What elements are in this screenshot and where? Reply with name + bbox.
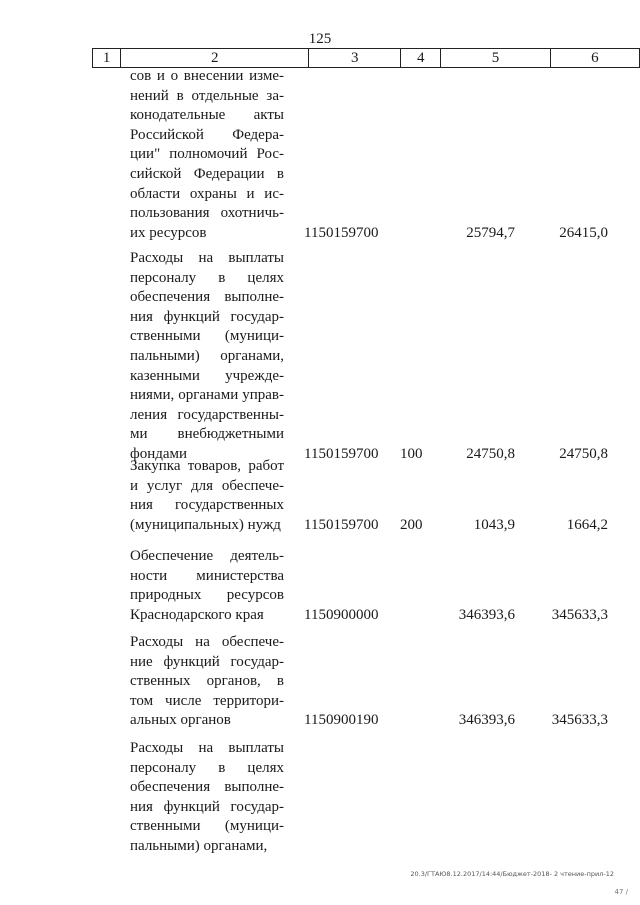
description-line: ми внебюджетными [130, 426, 284, 443]
row-expense-type: 200 [400, 516, 423, 533]
row-description [130, 547, 284, 625]
description-line: нений в отдельные за- [130, 87, 284, 104]
row-description [130, 739, 284, 857]
description-line: том числе территори- [130, 692, 284, 709]
description-line: природных ресурсов [130, 587, 284, 604]
row-value-col6: 345633,3 [551, 606, 608, 623]
row-value-col6: 1664,2 [566, 516, 608, 533]
header-col-1: 1 [93, 49, 121, 68]
description-line: ности министерства [130, 567, 284, 584]
description-line: пальными) органами, [130, 347, 284, 364]
row-code: 1150159700 [304, 446, 379, 462]
description-line: Расходы на выплаты [130, 740, 284, 756]
description-line: персоналу в целях [130, 269, 284, 286]
row-value-col5: 346393,6 [458, 712, 515, 729]
description-line: пальными) органами, [130, 837, 268, 854]
footer-stamp: 20.3/ГТАЮ8.12.2017/14:44/Бюджет-2018- 2 чтение-прил-12 [410, 870, 614, 878]
row-code: 1150159700 [304, 516, 379, 533]
description-line: ции" полномочий Рос- [130, 146, 284, 163]
row-code: 1150900190 [304, 712, 379, 729]
row-value-col5: 25794,7 [466, 224, 515, 241]
description-line: (муниципальных) нужд [130, 516, 281, 533]
header-col-2: 2 [121, 49, 309, 68]
description-line: пользования охотничь- [130, 205, 284, 222]
row-expense-type: 100 [400, 446, 423, 462]
row-value-col6: 26415,0 [559, 224, 608, 241]
row-value-col5: 346393,6 [458, 606, 515, 623]
description-line: Российской Федера- [130, 126, 284, 143]
description-line: фондами [130, 445, 188, 462]
description-line: ственными (муници- [130, 328, 284, 345]
row-description [130, 67, 284, 243]
row-code: 1150159700 [304, 224, 379, 241]
description-line: ственных органов, в [130, 673, 284, 690]
header-col-4: 4 [401, 49, 441, 68]
description-line: Краснодарского края [130, 606, 264, 623]
description-line: Расходы на обеспече- [130, 634, 284, 650]
header-col-6: 6 [550, 49, 639, 68]
description-line: ниями, органами управ- [130, 387, 284, 404]
row-description [130, 249, 284, 465]
header-col-5: 5 [441, 49, 551, 68]
row-value-col5: 24750,8 [466, 446, 515, 462]
description-line: персоналу в целях [130, 759, 284, 776]
description-line: ния государственных [130, 497, 284, 514]
description-line: Расходы на выплаты [130, 250, 284, 266]
row-value-col6: 24750,8 [559, 446, 608, 462]
row-code: 1150900000 [304, 606, 379, 623]
row-description [130, 457, 284, 535]
description-line: обеспечения выполне- [130, 779, 284, 796]
description-line: ления государственны- [130, 406, 284, 423]
description-line: области охраны и ис- [130, 185, 284, 202]
description-line: конодательные акты [130, 107, 284, 124]
description-line: обеспечения выполне- [130, 289, 284, 306]
row-value-col6: 345633,3 [551, 712, 608, 729]
description-line: ственными (муници- [130, 818, 284, 835]
header-col-3: 3 [309, 49, 401, 68]
column-header-table [92, 48, 640, 68]
description-line: альных органов [130, 712, 231, 729]
description-line: Закупка товаров, работ [130, 458, 284, 474]
row-value-col5: 1043,9 [473, 516, 515, 533]
description-line: и услуг для обеспече- [130, 477, 284, 494]
corner-mark: 47 / [614, 888, 628, 896]
row-description [130, 633, 284, 731]
description-line: ние функций государ- [130, 653, 284, 670]
description-line: сов и о внесении изме- [130, 68, 284, 84]
description-line: сийской Федерации в [130, 165, 284, 182]
description-line: казенными учрежде- [130, 367, 284, 384]
description-line: ния функций государ- [130, 308, 284, 325]
description-line: их ресурсов [130, 224, 207, 241]
page-number: 125 [308, 31, 332, 47]
description-line: Обеспечение деятель- [130, 548, 284, 564]
description-line: ния функций государ- [130, 798, 284, 815]
